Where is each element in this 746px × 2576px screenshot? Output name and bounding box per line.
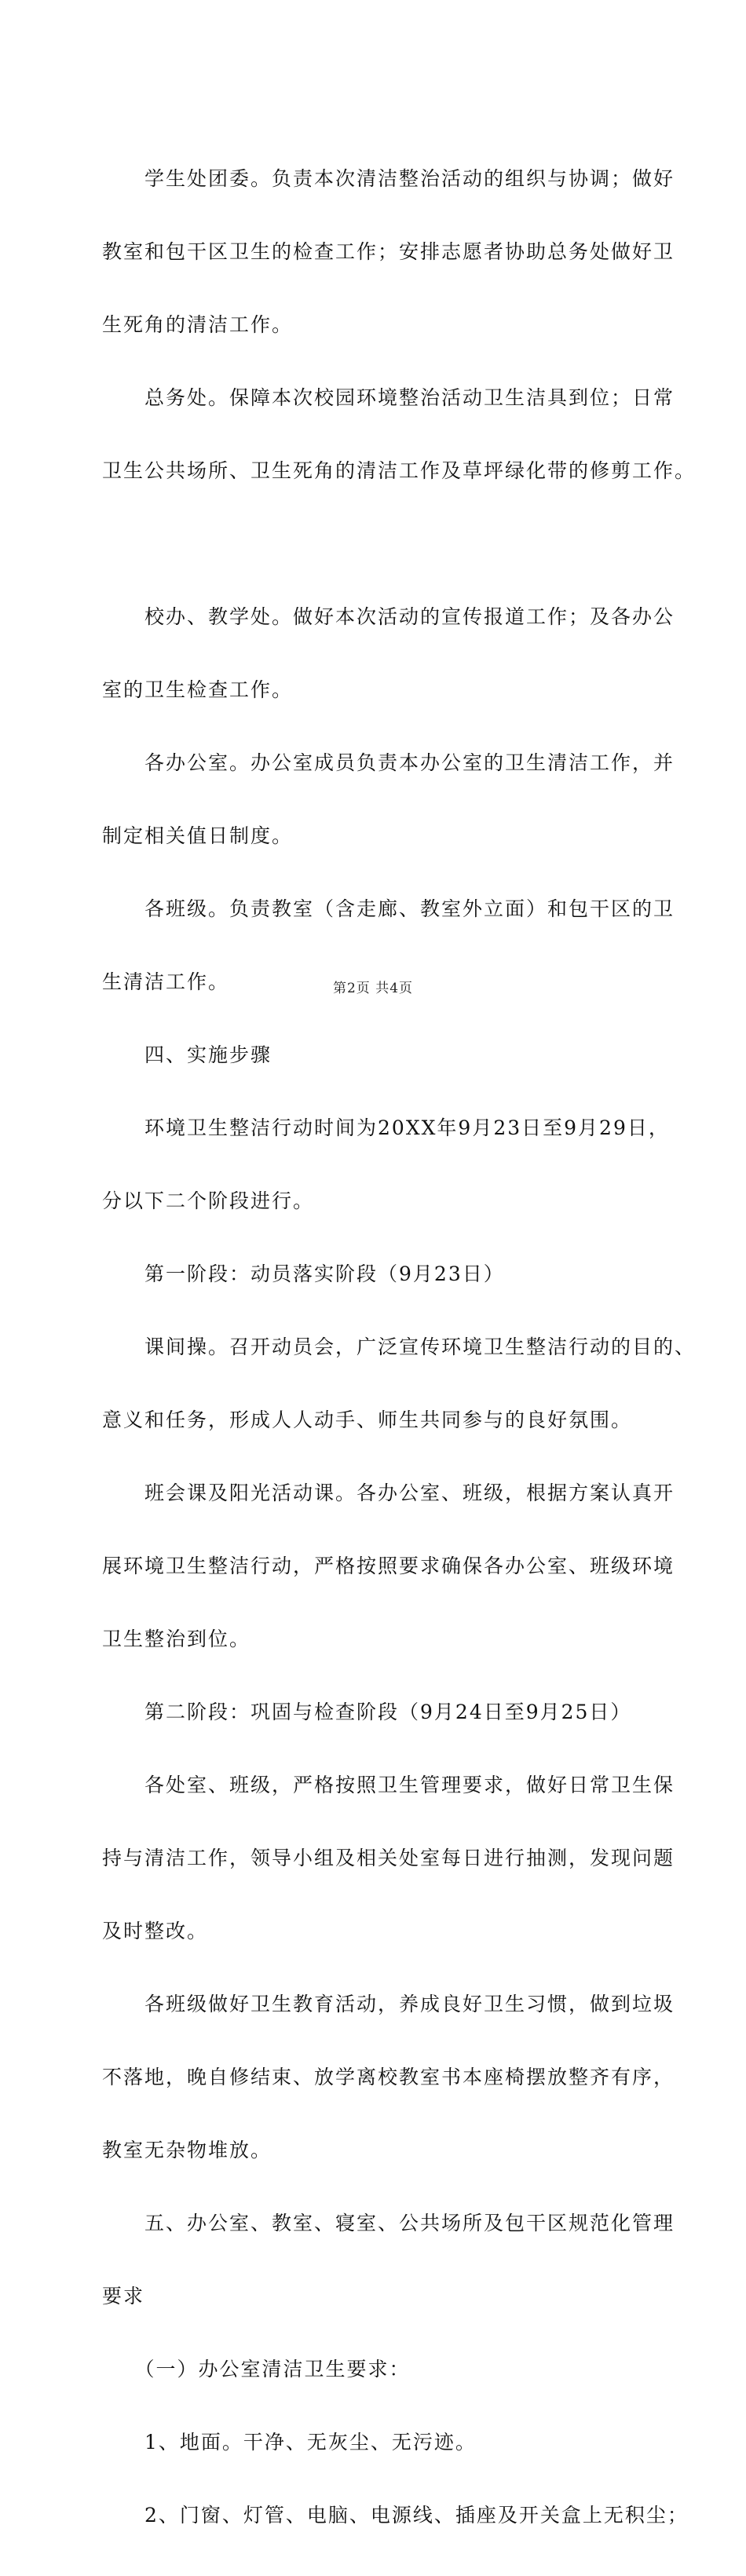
body-text [102,118,697,2576]
stage-heading: 第二阶段：巩固与检查阶段（9月24日至9月25日） [102,1701,632,1723]
text-line: 学生处团委。负责本次清洁整治活动的组织与协调；做好 [102,167,675,190]
text-line: 室的卫生检查工作。 [102,678,294,701]
text-line: 意义和任务，形成人人动手、师生共同参与的良好氛围。 [102,1409,633,1431]
subsection-heading: （一）办公室清洁卫生要求： [102,2358,411,2381]
text-line: 各处室、班级，严格按照卫生管理要求，做好日常卫生保 [102,1774,675,1796]
text-line: 制定相关值日制度。 [102,824,294,847]
text-line: 持与清洁工作，领导小组及相关处室每日进行抽测，发现问题 [102,1847,675,1869]
list-item: 2、门窗、灯管、电脑、电源线、插座及开关盒上无积尘； [102,2504,689,2527]
text-line: 课间操。召开动员会，广泛宣传环境卫生整洁行动的目的、 [102,1336,697,1358]
text-line: 教室和包干区卫生的检查工作；安排志愿者协助总务处做好卫 [102,240,675,263]
page-number-footer: 第2页 共4页 [332,981,414,996]
text-line: 班会课及阳光活动课。各办公室、班级，根据方案认真开 [102,1482,675,1504]
section-heading: 四、实施步骤 [102,1043,272,1066]
section-heading: 五、办公室、教室、寝室、公共场所及包干区规范化管理 [102,2212,675,2234]
text-line: 各办公室。办公室成员负责本办公室的卫生清洁工作，并 [102,751,675,774]
text-line: 分以下二个阶段进行。 [102,1189,315,1212]
text-line: 教室无杂物堆放。 [102,2139,272,2161]
text-line: 校办、教学处。做好本次活动的宣传报道工作；及各办公 [102,605,675,628]
stage-heading: 第一阶段：动员落实阶段（9月23日） [102,1262,505,1285]
text-line: 各班级。负责教室（含走廊、教室外立面）和包干区的卫 [102,897,675,920]
section-heading: 要求 [102,2285,145,2307]
text-line: 各班级做好卫生教育活动，养成良好卫生习惯，做到垃圾 [102,1993,675,2015]
text-line: 环境卫生整洁行动时间为20XX年9月23日至9月29日， [102,1116,670,1139]
list-item: 1、地面。干净、无灰尘、无污迹。 [102,2431,477,2454]
text-line: 总务处。保障本次校园环境整治活动卫生洁具到位；日常 [102,386,675,409]
text-line: 卫生整治到位。 [102,1628,251,1650]
text-line: 及时整改。 [102,1920,209,1942]
text-line: 展环境卫生整洁行动，严格按照要求确保各办公室、班级环境 [102,1555,675,1577]
text-line: 生死角的清洁工作。 [102,313,294,336]
text-line: 生清洁工作。 [102,970,230,993]
document-body [102,118,697,2576]
text-line: 卫生公共场所、卫生死角的清洁工作及草坪绿化带的修剪工作。 [102,459,697,482]
blank-line [102,532,667,556]
text-line: 不落地，晚自修结束、放学离校教室书本座椅摆放整齐有序， [102,2066,675,2088]
